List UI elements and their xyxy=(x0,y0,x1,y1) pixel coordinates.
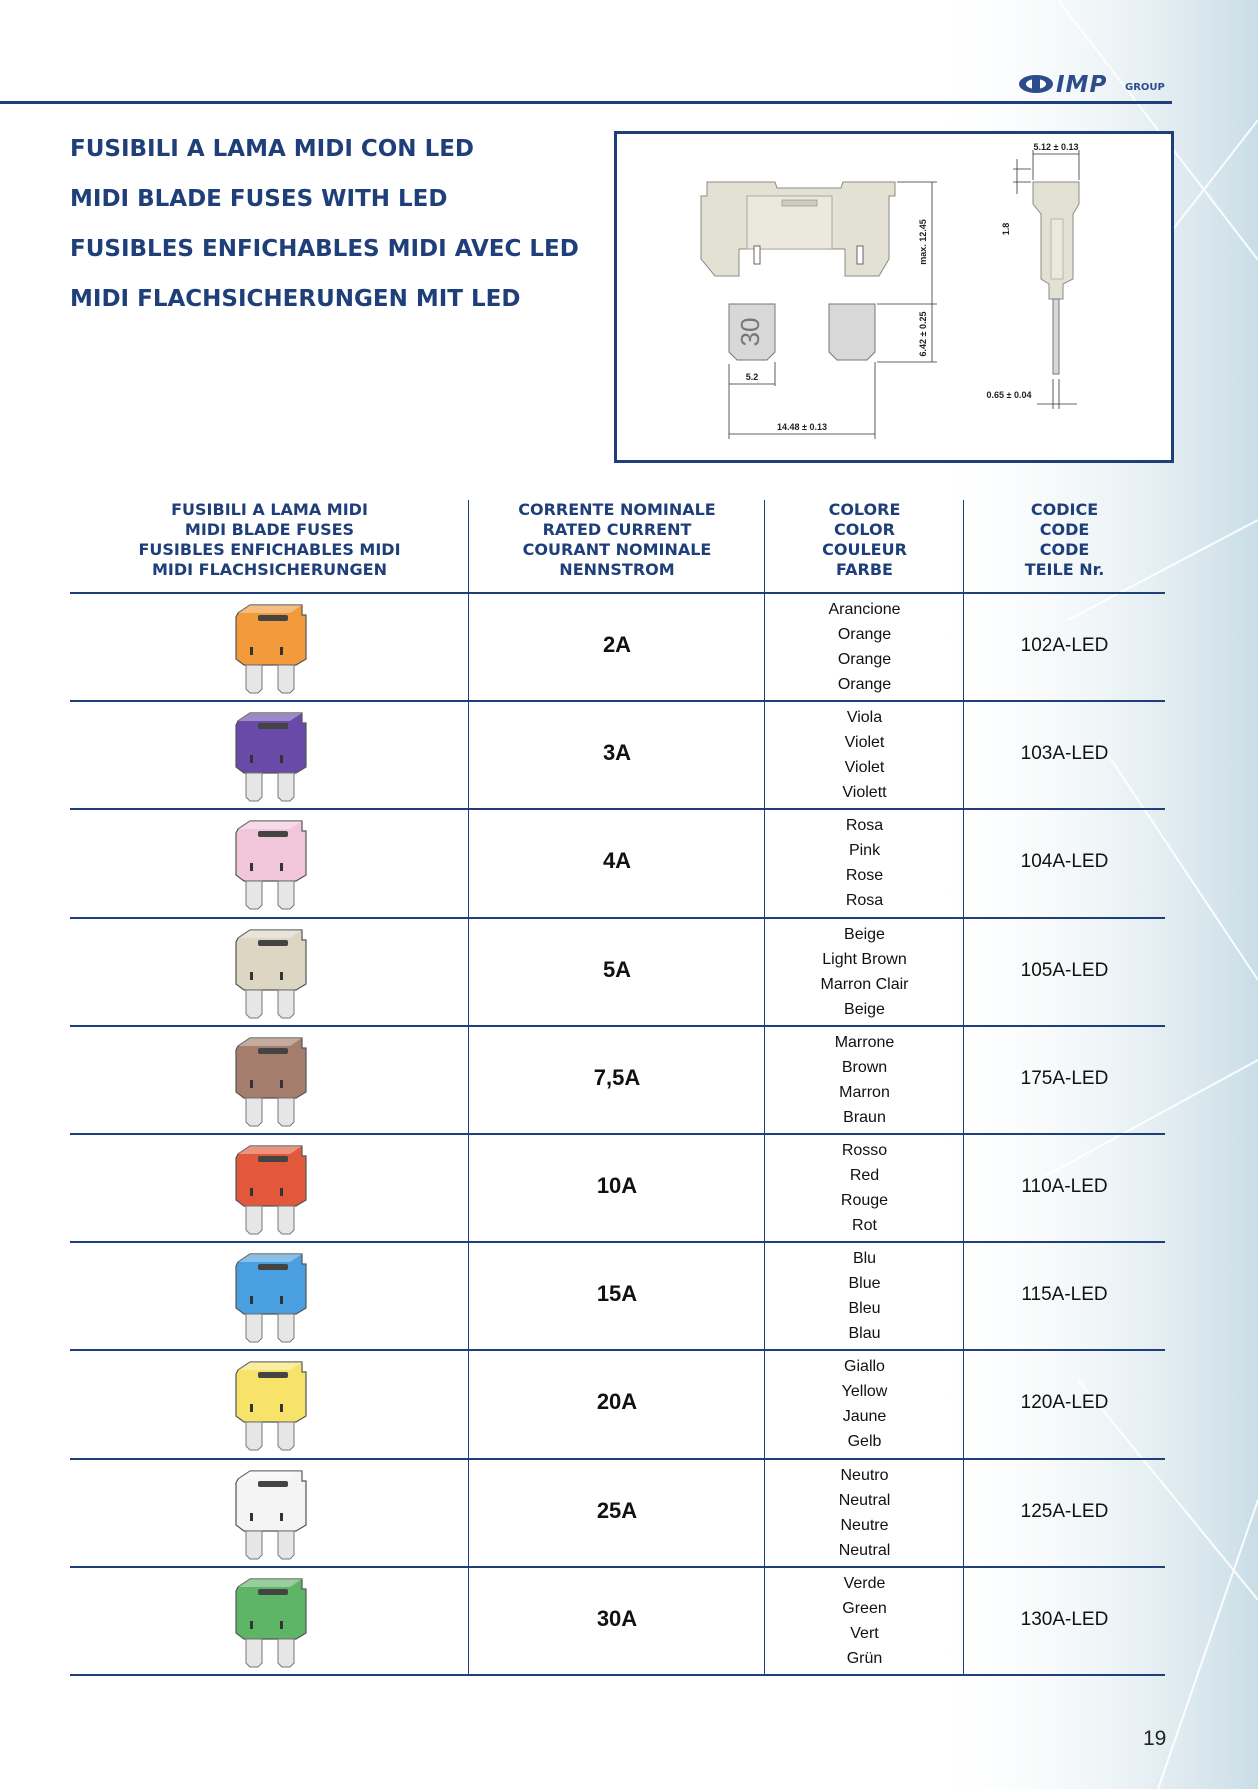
table-row xyxy=(70,1351,1165,1459)
header-rule xyxy=(0,101,1172,104)
rated-current: 15A xyxy=(596,1281,638,1307)
rated-current: 4A xyxy=(602,848,632,874)
fuse-image xyxy=(230,1575,310,1669)
fuse-image xyxy=(230,1034,310,1128)
header-current xyxy=(469,500,765,590)
table-row xyxy=(70,1135,1165,1243)
color-name: Blu xyxy=(852,1250,877,1268)
color-name: Yellow xyxy=(841,1383,888,1401)
header-current-it: CORRENTE NOMINALE xyxy=(518,500,716,519)
part-code: 104A-LED xyxy=(1020,851,1109,873)
header-current-fr: COURANT NOMINALE xyxy=(522,540,712,559)
color-name: Violet xyxy=(844,759,885,777)
header-code-fr: CODE xyxy=(1039,540,1090,559)
color-name: Arancione xyxy=(828,601,901,618)
color-name: Grün xyxy=(846,1649,883,1667)
color-name: Green xyxy=(842,1599,887,1617)
page-number: 19 xyxy=(1143,1727,1167,1750)
part-code: 120A-LED xyxy=(1020,1392,1109,1414)
color-names xyxy=(765,813,964,913)
dim-leg: 6.42 ± 0.25 xyxy=(918,311,928,357)
header-color-it: COLORE xyxy=(828,500,901,519)
header-code-en: CODE xyxy=(1039,520,1090,539)
page-titles xyxy=(70,134,579,334)
part-code: 115A-LED xyxy=(1021,1284,1108,1306)
row-divider xyxy=(70,1674,1165,1676)
table-row xyxy=(70,1568,1165,1676)
color-names xyxy=(765,1571,964,1671)
color-name: Braun xyxy=(843,1108,886,1126)
color-name: Gelb xyxy=(847,1433,882,1451)
imp-group-logo xyxy=(1018,70,1172,100)
title-french: FUSIBLES ENFICHABLES MIDI AVEC LED xyxy=(70,236,579,262)
color-name: Red xyxy=(849,1167,880,1184)
header-color-de: FARBE xyxy=(836,560,893,579)
header-fuse-fr: FUSIBLES ENFICHABLES MIDI xyxy=(138,540,401,559)
part-code: 105A-LED xyxy=(1020,959,1109,981)
color-name: Blau xyxy=(848,1325,881,1343)
dim-width: 14.48 ± 0.13 xyxy=(777,422,827,432)
dim-blade: 5.2 xyxy=(745,372,759,382)
color-names xyxy=(765,1030,964,1130)
color-name: Violet xyxy=(844,734,885,752)
fuse-image xyxy=(230,1142,310,1236)
color-names xyxy=(765,922,964,1022)
header-color-fr: COULEUR xyxy=(822,540,907,559)
part-code: 102A-LED xyxy=(1020,635,1109,656)
color-name: Violett xyxy=(842,784,887,802)
header-color xyxy=(765,500,964,590)
color-name: Orange xyxy=(837,651,892,668)
color-name: Giallo xyxy=(844,1358,885,1376)
color-name: Rouge xyxy=(840,1192,889,1209)
color-name: Neutro xyxy=(840,1466,889,1484)
table-row xyxy=(70,919,1165,1027)
part-code: 130A-LED xyxy=(1020,1608,1109,1630)
header-code-it: CODICE xyxy=(1030,500,1099,519)
header-color-en: COLOR xyxy=(834,520,895,539)
rated-current: 25A xyxy=(596,1497,638,1523)
dim-thickness: 0.65 ± 0.04 xyxy=(986,390,1032,400)
rated-current: 7,5A xyxy=(593,1064,641,1090)
color-name: Blue xyxy=(848,1275,881,1293)
fuse-image xyxy=(230,1250,310,1344)
table-row xyxy=(70,1460,1165,1568)
fuse-rating-label: 30 xyxy=(735,317,765,347)
header-fuse-de: MIDI FLACHSICHERUNGEN xyxy=(151,560,387,579)
color-name: Rose xyxy=(845,867,884,885)
header-code xyxy=(964,500,1165,590)
color-name: Marron Clair xyxy=(820,975,909,993)
fuse-image xyxy=(230,709,310,803)
color-name: Neutre xyxy=(840,1516,889,1534)
header-current-de: NENNSTROM xyxy=(559,560,675,579)
color-name: Neutral xyxy=(838,1491,891,1509)
color-names xyxy=(765,1463,964,1563)
color-name: Rosa xyxy=(845,817,884,835)
title-german: MIDI FLACHSICHERUNGEN MIT LED xyxy=(70,286,521,312)
fuse-image xyxy=(230,817,310,911)
part-code: 175A-LED xyxy=(1020,1067,1109,1089)
rated-current: 2A xyxy=(602,632,632,657)
rated-current: 5A xyxy=(602,956,632,982)
logo-globe-icon xyxy=(1018,73,1054,95)
table-row xyxy=(70,1243,1165,1351)
fuse-dimension-drawing xyxy=(617,134,1171,460)
header-fuse-en: MIDI BLADE FUSES xyxy=(184,520,355,539)
color-name: Light Brown xyxy=(822,950,907,968)
color-name: Beige xyxy=(844,925,885,943)
color-name: Bleu xyxy=(848,1300,881,1318)
color-name: Rosa xyxy=(845,892,884,910)
header-code-de: TEILE Nr. xyxy=(1024,560,1105,579)
fuse-front-view xyxy=(701,182,895,360)
color-name: Vert xyxy=(850,1624,879,1642)
title-english: MIDI BLADE FUSES WITH LED xyxy=(70,186,448,212)
logo-name: IMP xyxy=(1056,72,1108,98)
logo-suffix: GROUP xyxy=(1125,82,1165,93)
title-italian: FUSIBILI A LAMA MIDI CON LED xyxy=(70,136,475,162)
color-name: Marrone xyxy=(834,1033,895,1051)
color-name: Viola xyxy=(846,709,883,727)
header-fuse-it: FUSIBILI A LAMA MIDI xyxy=(171,500,368,519)
header-current-en: RATED CURRENT xyxy=(542,520,692,539)
color-names xyxy=(765,1354,964,1454)
part-code: 110A-LED xyxy=(1021,1176,1108,1197)
rated-current: 20A xyxy=(596,1389,638,1415)
color-name: Marron xyxy=(839,1083,890,1101)
technical-drawing xyxy=(614,131,1174,463)
color-name: Orange xyxy=(837,676,892,693)
color-name: Verde xyxy=(843,1574,886,1592)
color-name: Orange xyxy=(837,626,892,643)
table-row xyxy=(70,702,1165,810)
color-name: Jaune xyxy=(842,1408,887,1426)
color-names xyxy=(765,597,964,697)
color-name: Rot xyxy=(852,1217,877,1234)
rated-current: 10A xyxy=(596,1173,638,1198)
color-name: Beige xyxy=(844,1000,885,1018)
color-names xyxy=(765,1246,964,1346)
dim-width-top: 5.12 ± 0.13 xyxy=(1033,142,1079,152)
table-row xyxy=(70,810,1165,918)
color-name: Brown xyxy=(841,1058,888,1076)
part-code: 125A-LED xyxy=(1020,1500,1109,1522)
table-row xyxy=(70,594,1165,702)
color-names xyxy=(765,1138,964,1238)
color-name: Pink xyxy=(848,842,881,860)
table-row xyxy=(70,1027,1165,1135)
color-name: Neutral xyxy=(838,1541,891,1559)
fuse-image xyxy=(230,601,310,695)
part-code: 103A-LED xyxy=(1020,743,1109,765)
header-fuse xyxy=(70,500,469,590)
fuse-image xyxy=(230,1358,310,1452)
color-names xyxy=(765,705,964,805)
rated-current: 3A xyxy=(602,740,632,766)
color-name: Rosso xyxy=(841,1142,888,1159)
dim-height-max: max. 12.45 xyxy=(918,219,928,265)
fuse-image xyxy=(230,926,310,1020)
rated-current: 30A xyxy=(596,1605,638,1631)
dim-tab: 1.8 xyxy=(1001,222,1011,236)
fuse-image xyxy=(230,1467,310,1561)
fuse-side-view xyxy=(1033,182,1079,374)
